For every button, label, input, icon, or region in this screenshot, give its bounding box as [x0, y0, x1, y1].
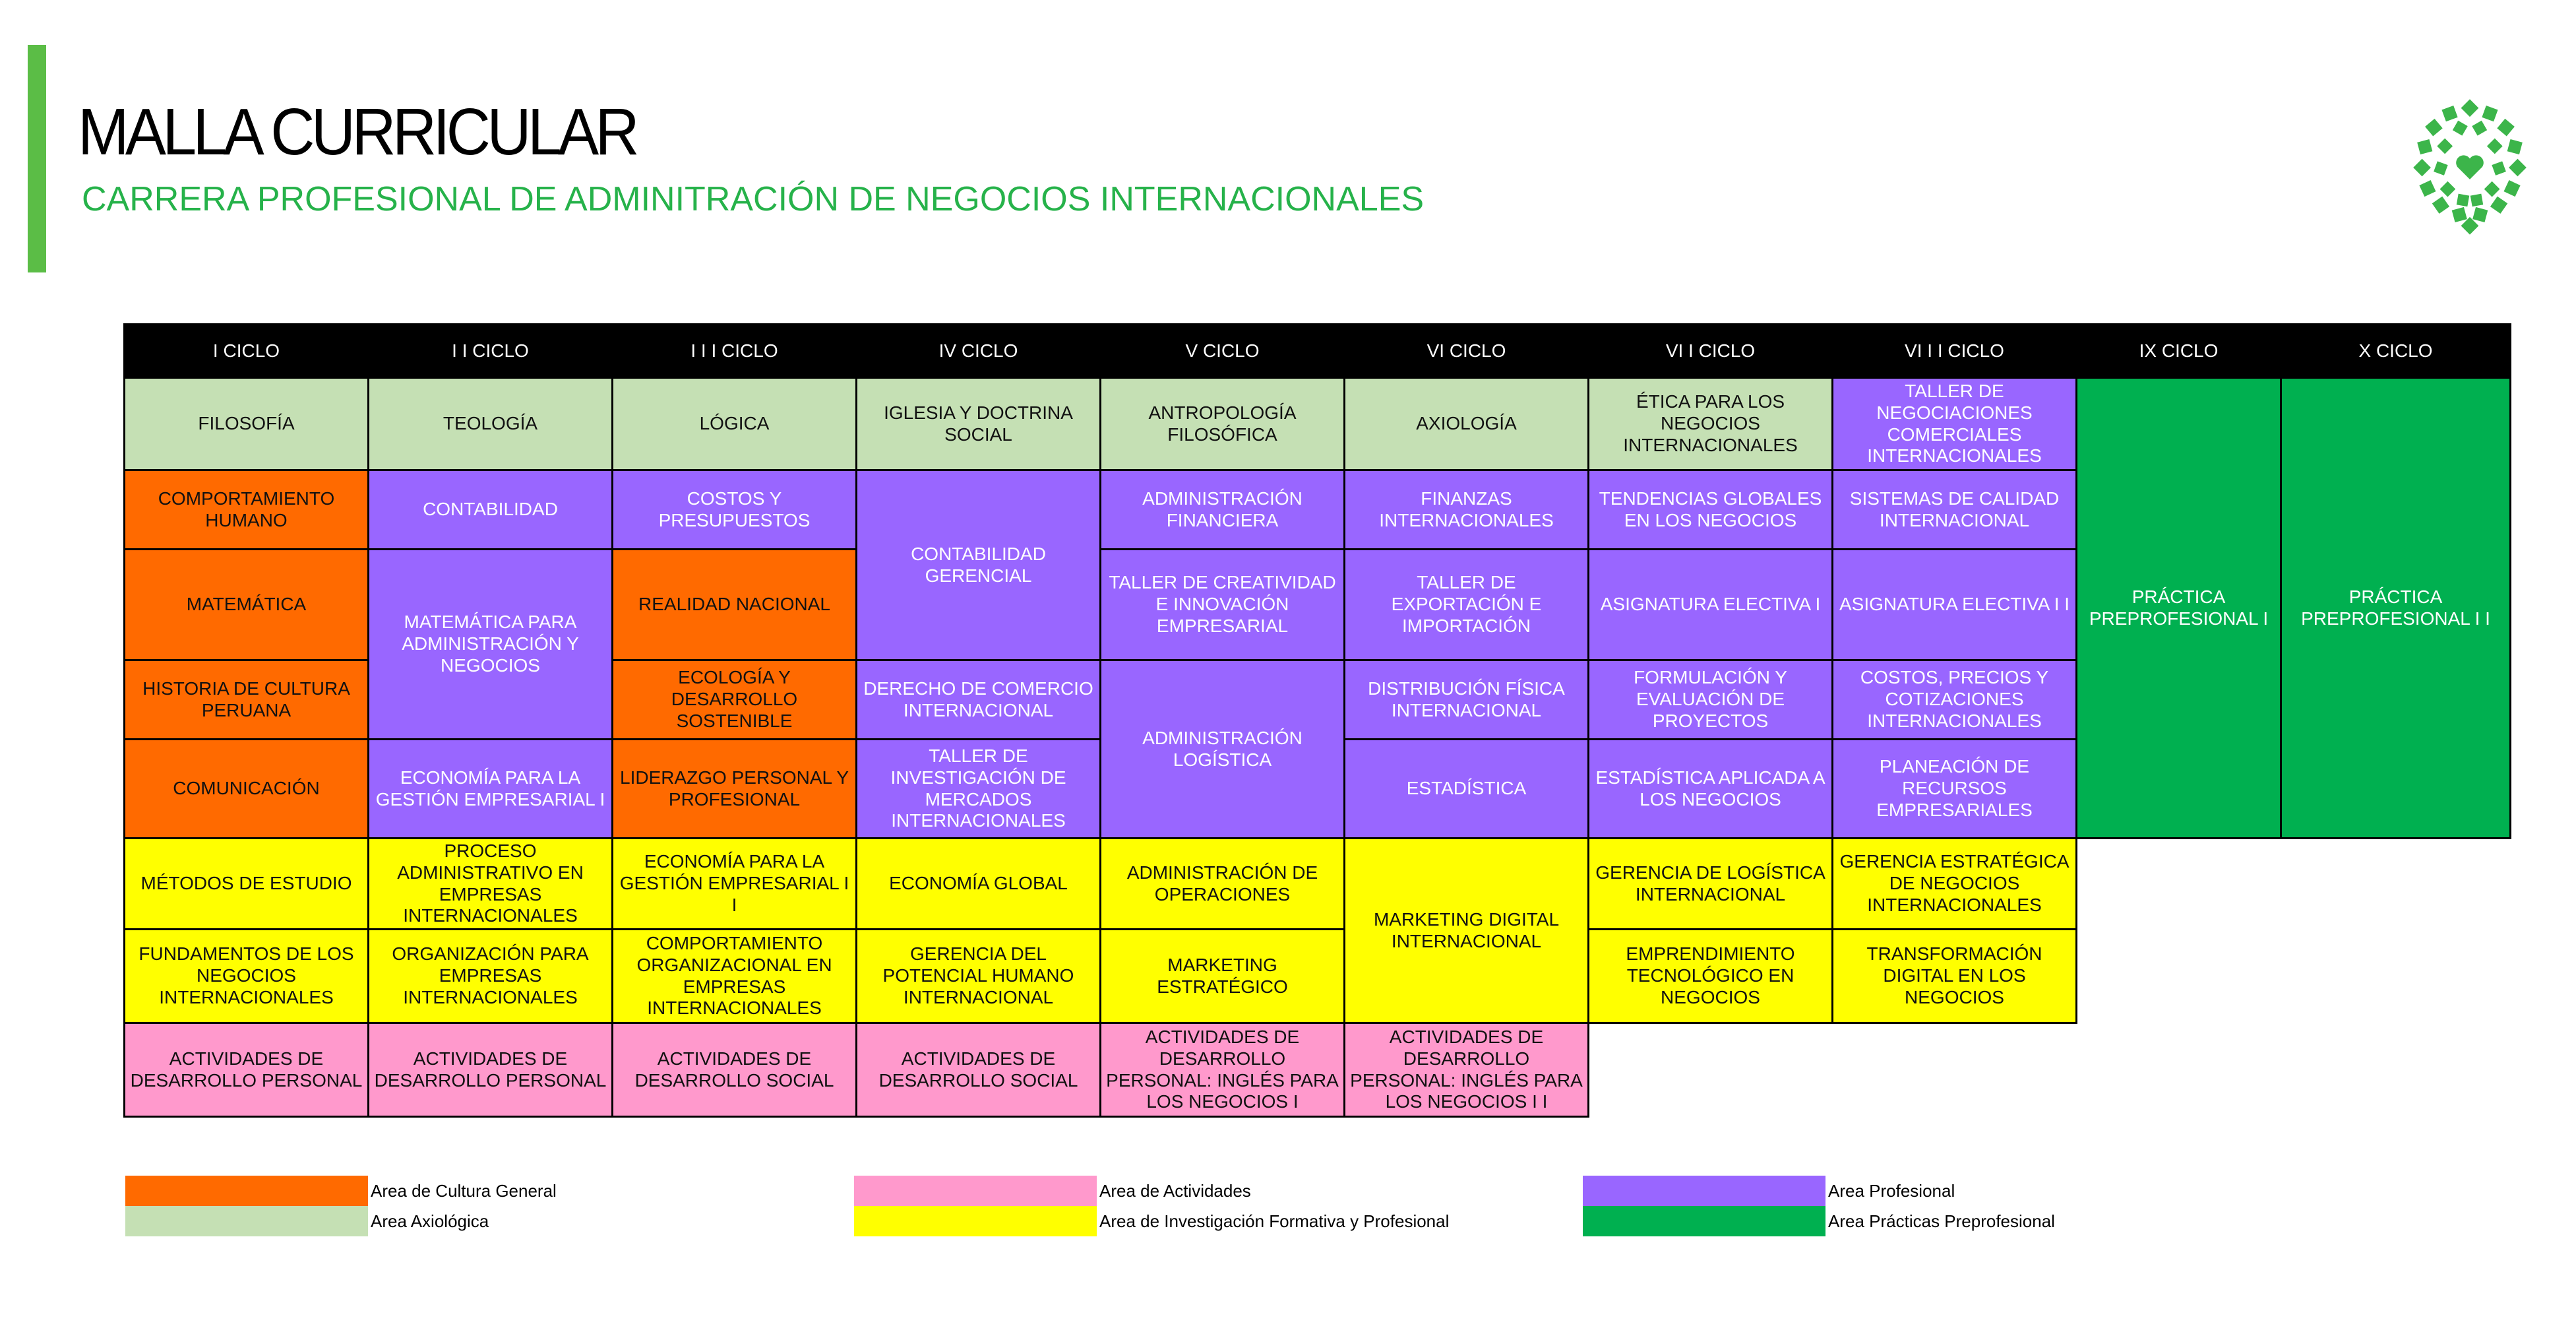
course-cell: MARKETING ESTRATÉGICO [1101, 930, 1345, 1023]
course-cell: PRÁCTICA PREPROFESIONAL I [2077, 378, 2281, 839]
course-cell: IGLESIA Y DOCTRINA SOCIAL [857, 378, 1101, 470]
course-cell: MATEMÁTICA [125, 550, 369, 660]
curriculum-table [123, 323, 2511, 1118]
course-cell: COSTOS Y PRESUPUESTOS [613, 470, 857, 550]
course-cell: ÉTICA PARA LOS NEGOCIOS INTERNACIONALES [1589, 378, 1833, 470]
course-cell: ASIGNATURA ELECTIVA I [1589, 550, 1833, 660]
course-cell: ECONOMÍA PARA LA GESTIÓN EMPRESARIAL I I [613, 839, 857, 930]
legend-swatch [125, 1206, 368, 1236]
course-cell: FILOSOFÍA [125, 378, 369, 470]
course-cell: ADMINISTRACIÓN FINANCIERA [1101, 470, 1345, 550]
course-cell: HISTORIA DE CULTURA PERUANA [125, 660, 369, 740]
course-cell: EMPRENDIMIENTO TECNOLÓGICO EN NEGOCIOS [1589, 930, 1833, 1023]
course-cell: LIDERAZGO PERSONAL Y PROFESIONAL [613, 740, 857, 839]
course-cell: FORMULACIÓN Y EVALUACIÓN DE PROYECTOS [1589, 660, 1833, 740]
empty-cell [2077, 930, 2511, 1023]
course-cell: FUNDAMENTOS DE LOS NEGOCIOS INTERNACIONALES [125, 930, 369, 1023]
course-cell: SISTEMAS DE CALIDAD INTERNACIONAL [1833, 470, 2077, 550]
page-subtitle: CARRERA PROFESIONAL DE ADMINITRACIÓN DE NEGOCIOS INTERNACIONALES [82, 180, 1425, 218]
legend-swatch [1583, 1206, 1825, 1236]
legend-label: Area Prácticas Preprofesional [1828, 1211, 2055, 1231]
course-cell: COMPORTAMIENTO ORGANIZACIONAL EN EMPRESAS INTERNACIONALES [613, 930, 857, 1023]
course-cell: TEOLOGÍA [369, 378, 613, 470]
legend-label: Area Axiológica [371, 1211, 489, 1231]
course-cell: ACTIVIDADES DE DESARROLLO PERSONAL [125, 1023, 369, 1117]
empty-cell [1589, 1023, 2511, 1117]
course-cell: ACTIVIDADES DE DESARROLLO PERSONAL: INGLÉS PARA LOS NEGOCIOS I [1101, 1023, 1345, 1117]
cycle-header: IV CICLO [857, 325, 1101, 378]
cycle-header: VI CICLO [1345, 325, 1589, 378]
course-cell: TALLER DE EXPORTACIÓN E IMPORTACIÓN [1345, 550, 1589, 660]
course-cell: COMPORTAMIENTO HUMANO [125, 470, 369, 550]
legend-label: Area de Investigación Formativa y Profesional [1099, 1211, 1450, 1231]
legend-swatch [854, 1206, 1097, 1236]
course-cell: ACTIVIDADES DE DESARROLLO PERSONAL: INGLÉS PARA LOS NEGOCIOS I I [1345, 1023, 1589, 1117]
course-cell: ADMINISTRACIÓN LOGÍSTICA [1101, 660, 1345, 839]
course-cell: PRÁCTICA PREPROFESIONAL I I [2281, 378, 2511, 839]
cycle-header-row [125, 325, 2511, 378]
legend-label: Area Profesional [1828, 1181, 1955, 1201]
leaf-wreath-heart-logo-icon [2401, 98, 2539, 236]
course-cell: REALIDAD NACIONAL [613, 550, 857, 660]
course-cell: GERENCIA DEL POTENCIAL HUMANO INTERNACIONAL [857, 930, 1101, 1023]
course-cell: ECONOMÍA PARA LA GESTIÓN EMPRESARIAL I [369, 740, 613, 839]
cycle-header: VI I I CICLO [1833, 325, 2077, 378]
course-cell: TALLER DE INVESTIGACIÓN DE MERCADOS INTERNACIONALES [857, 740, 1101, 839]
course-cell: ANTROPOLOGÍA FILOSÓFICA [1101, 378, 1345, 470]
course-cell: COMUNICACIÓN [125, 740, 369, 839]
course-cell: ESTADÍSTICA [1345, 740, 1589, 839]
course-cell: ECOLOGÍA Y DESARROLLO SOSTENIBLE [613, 660, 857, 740]
cycle-header: IX CICLO [2077, 325, 2281, 378]
cycle-header: V CICLO [1101, 325, 1345, 378]
course-cell: CONTABILIDAD GERENCIAL [857, 470, 1101, 660]
course-cell: TALLER DE CREATIVIDAD E INNOVACIÓN EMPRESARIAL [1101, 550, 1345, 660]
table-row [125, 1023, 2511, 1117]
empty-cell [2077, 839, 2511, 930]
cycle-header: X CICLO [2281, 325, 2511, 378]
course-cell: DERECHO DE COMERCIO INTERNACIONAL [857, 660, 1101, 740]
cycle-header: I CICLO [125, 325, 369, 378]
course-cell: ACTIVIDADES DE DESARROLLO PERSONAL [369, 1023, 613, 1117]
course-cell: ACTIVIDADES DE DESARROLLO SOCIAL [857, 1023, 1101, 1117]
course-cell: FINANZAS INTERNACIONALES [1345, 470, 1589, 550]
course-cell: GERENCIA DE LOGÍSTICA INTERNACIONAL [1589, 839, 1833, 930]
course-cell: ADMINISTRACIÓN DE OPERACIONES [1101, 839, 1345, 930]
legend-swatch [1583, 1176, 1825, 1206]
page-title: MALLA CURRICULAR [78, 95, 636, 169]
course-cell: PROCESO ADMINISTRATIVO EN EMPRESAS INTERNACIONALES [369, 839, 613, 930]
cycle-header: I I CICLO [369, 325, 613, 378]
legend-swatch [125, 1176, 368, 1206]
course-cell: ORGANIZACIÓN PARA EMPRESAS INTERNACIONALES [369, 930, 613, 1023]
course-cell: MARKETING DIGITAL INTERNACIONAL [1345, 839, 1589, 1023]
course-cell: ASIGNATURA ELECTIVA I I [1833, 550, 2077, 660]
legend-label: Area de Cultura General [371, 1181, 557, 1201]
table-row [125, 378, 2511, 470]
accent-bar [28, 45, 46, 272]
course-cell: TENDENCIAS GLOBALES EN LOS NEGOCIOS [1589, 470, 1833, 550]
legend-label: Area de Actividades [1099, 1181, 1251, 1201]
table-row [125, 930, 2511, 1023]
course-cell: MÉTODOS DE ESTUDIO [125, 839, 369, 930]
course-cell: ECONOMÍA GLOBAL [857, 839, 1101, 930]
course-cell: ACTIVIDADES DE DESARROLLO SOCIAL [613, 1023, 857, 1117]
course-cell: COSTOS, PRECIOS Y COTIZACIONES INTERNACIONALES [1833, 660, 2077, 740]
legend-swatch [854, 1176, 1097, 1206]
course-cell: LÓGICA [613, 378, 857, 470]
table-row [125, 839, 2511, 930]
course-cell: DISTRIBUCIÓN FÍSICA INTERNACIONAL [1345, 660, 1589, 740]
course-cell: ESTADÍSTICA APLICADA A LOS NEGOCIOS [1589, 740, 1833, 839]
course-cell: GERENCIA ESTRATÉGICA DE NEGOCIOS INTERNACIONALES [1833, 839, 2077, 930]
course-cell: AXIOLOGÍA [1345, 378, 1589, 470]
course-cell: MATEMÁTICA PARA ADMINISTRACIÓN Y NEGOCIOS [369, 550, 613, 740]
cycle-header: I I I CICLO [613, 325, 857, 378]
cycle-header: VI I CICLO [1589, 325, 1833, 378]
course-cell: TALLER DE NEGOCIACIONES COMERCIALES INTERNACIONALES [1833, 378, 2077, 470]
course-cell: CONTABILIDAD [369, 470, 613, 550]
course-cell: TRANSFORMACIÓN DIGITAL EN LOS NEGOCIOS [1833, 930, 2077, 1023]
course-cell: PLANEACIÓN DE RECURSOS EMPRESARIALES [1833, 740, 2077, 839]
